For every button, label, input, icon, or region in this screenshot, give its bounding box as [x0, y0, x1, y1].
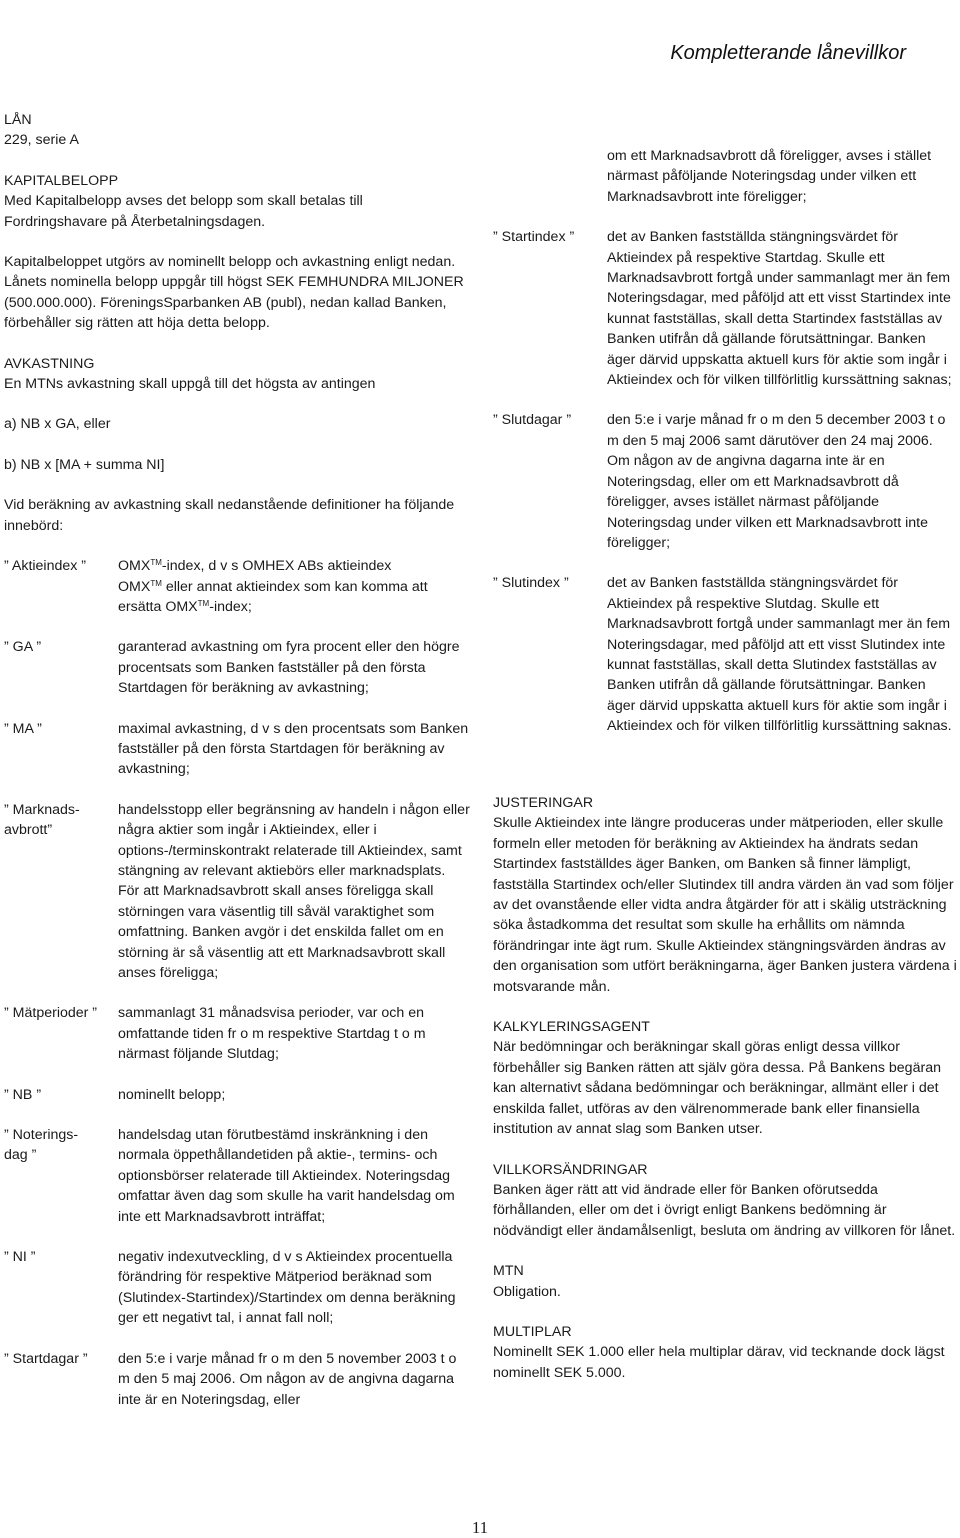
section-text: Obligation.	[493, 1283, 561, 1300]
definition-text: handelsstopp eller begränsning av handeln i någon eller några aktier som ingår i Aktieindex, eller i options-/terminskontrakt relaterade till Aktieindex, samt stängning av relevant aktiebörs eller marknadsplats. För att Marknadsavbrott skall anses föreligga skall störningen vara väsentlig till såväl varaktighet som omfattning. Banken avgör i det enskilda fallet om en störning är så väsentlig att ett Marknadsavbrott skall anses föreligga;	[118, 801, 470, 981]
omx-label: OMX	[118, 558, 151, 575]
definition-term-spacer	[493, 146, 607, 207]
definition-ga	[4, 637, 470, 698]
definition-term: ” Mätperioder ”	[4, 1005, 98, 1022]
kapitalbelopp-paragraph-1: Med Kapitalbelopp avses det belopp som skall betalas till Fordringshavare på Återbetalningsdagen.	[4, 193, 363, 230]
right-definitions	[493, 227, 957, 736]
page-title: Kompletterande lånevillkor	[670, 42, 906, 64]
definition-slutindex	[493, 573, 957, 736]
trademark-mark: TM	[150, 558, 162, 568]
section-heading: KALKYLERINGSAGENT	[493, 1019, 650, 1036]
definition-continuation	[493, 146, 957, 207]
lan-value: 229, serie A	[4, 132, 79, 149]
definition-term: ” Aktieindex ”	[4, 558, 87, 575]
definition-text-part: -index, d v s OMHEX ABs aktieindex	[161, 558, 392, 575]
continuation-text: om ett Marknadsavbrott då föreligger, avses i stället närmast påföljande Noteringsdag under vilken ett Marknadsavbrott inte föreligger;	[607, 148, 932, 205]
left-definitions	[4, 637, 470, 1410]
kapitalbelopp-paragraph-2: Kapitalbeloppet utgörs av nominellt belopp och avkastning enligt nedan. Lånets nominella belopp uppgår till högst SEK FEMHUNDRA MILJONER (500.000.000). FöreningsSparbanken AB (publ), nedan kallad Banken, förbehåller sig rätten att höja detta belopp.	[4, 254, 464, 332]
definition-term: ” Slutdagar ”	[493, 412, 572, 429]
right-column-bottom	[493, 793, 957, 1383]
section-text: Banken äger rätt att vid ändrade eller för Banken oförutsedda förhållanden, eller om det i övrigt enligt Bankens bedömning är nödvändigt eller ändamålsenligt, besluta om ändring av villkoren för lånet.	[493, 1181, 956, 1239]
right-column-top	[493, 146, 957, 737]
trademark-mark: TM	[197, 598, 210, 608]
kapitalbelopp-heading: KAPITALBELOPP	[4, 172, 119, 189]
lan-section	[4, 110, 470, 151]
definition-term: ” MA ”	[4, 720, 42, 737]
section-villkors-ndringar	[493, 1160, 957, 1242]
definition-slutdagar	[493, 410, 957, 553]
definition-text-part: eller annat aktieindex som kan komma att ersätta	[118, 578, 428, 615]
definition-text: garanterad avkastning om fyra procent eller den högre procentsats som Banken fastställer på den första Startdagen för beräkning av avkastning;	[118, 639, 460, 697]
section-kalkyleringsagent	[493, 1017, 957, 1139]
definition-term: ” NB ”	[4, 1086, 42, 1103]
trademark-mark: TM	[150, 578, 162, 588]
definition-aktieindex	[4, 556, 470, 617]
definition-text: den 5:e i varje månad fr o m den 5 december 2003 t o m den 5 maj 2006 samt därutöver den 24 maj 2006. Om någon av de angivna dagarna inte är en Noteringsdag, eller om ett Marknadsavbrott då föreligger, avses istället närmast påföljande Noteringsdag under vilken ett Marknadsavbrott inte föreligger;	[607, 412, 946, 551]
definition-matperioder	[4, 1003, 470, 1064]
definition-term: ” Startdagar ”	[4, 1350, 88, 1367]
avkastning-section	[4, 354, 470, 536]
definition-ma	[4, 719, 470, 780]
omx-label: OMX	[165, 598, 198, 615]
formula-a: a) NB x GA, eller	[4, 416, 111, 433]
definition-text-part: -index;	[209, 598, 252, 615]
left-column	[4, 110, 470, 1410]
avkastning-heading: AVKASTNING	[4, 355, 95, 372]
definition-term: ” Marknads- avbrott”	[4, 801, 80, 839]
section-text: När bedömningar och beräkningar skall göras enligt dessa villkor förbehåller sig Banken rätten att själv göra dessa. På Bankens begäran kan alternativt sådana bedömningar och beräkningar, allmänt eller i det enskilda fallet, utföras av den välrenommerade bank eller finansiella institution av annat slag som Banken utser.	[493, 1039, 941, 1138]
section-heading: MTN	[493, 1263, 524, 1280]
definition-ni	[4, 1247, 470, 1329]
omx-label: OMX	[118, 578, 151, 595]
definition-text: sammanlagt 31 månadsvisa perioder, var och en omfattande tiden fr o m respektive Startdag t o m närmast följande Slutdag;	[118, 1005, 426, 1063]
section-heading: JUSTERINGAR	[493, 795, 594, 811]
definition-text: nominellt belopp;	[118, 1086, 226, 1103]
definition-term: ” Slutindex ”	[493, 575, 569, 592]
definition-term: ” NI ”	[4, 1249, 36, 1266]
avkastning-paragraph-1: En MTNs avkastning skall uppgå till det högsta av antingen	[4, 376, 376, 393]
section-mtn	[493, 1261, 957, 1302]
definition-startdagar	[4, 1349, 470, 1410]
definition-term: ” GA ”	[4, 639, 42, 656]
definition-text	[118, 556, 470, 617]
definition-text: det av Banken fastställda stängningsvärdet för Aktieindex på respektive Slutdag. Skulle ett Marknadsavbrott fortgå under sammanlagt mer än fem Noteringsdagar, med påföljd att ett visst Slutindex inte kunnat fastställas, skall detta Slutindex fastställas av Banken utifrån då gällande förutsättningar. Banken äger därvid uppskatta aktuell kurs för aktie som ingår i Aktieindex och för vilken tillförlitlig kurssättning saknas.	[607, 575, 952, 735]
section-text: Nominellt SEK 1.000 eller hela multiplar därav, vid tecknande dock lägst nominellt SEK 5.000.	[493, 1344, 945, 1381]
avkastning-paragraph-2: Vid beräkning av avkastning skall nedanstående definitioner ha följande innebörd:	[4, 497, 455, 534]
section-heading: VILLKORSÄNDRINGAR	[493, 1161, 648, 1178]
definition-nb	[4, 1085, 470, 1105]
definition-term: ” Startindex ”	[493, 229, 575, 246]
definition-text: maximal avkastning, d v s den procentsats som Banken fastställer på den första Startdagen för beräkning av avkastning;	[118, 720, 469, 778]
section-multiplar	[493, 1322, 957, 1383]
definition-text: handelsdag utan förutbestämd inskränkning i den normala öppethållandetiden på aktie-, termins- och optionsbörser relaterade till Aktieindex. Noteringsdag omfattar även dag som skulle ha varit handelsdag om inte ett Marknadsavbrott inträffat;	[118, 1127, 455, 1225]
section-justeringar	[493, 793, 957, 997]
definition-term: ” Noterings- dag ”	[4, 1127, 79, 1164]
formula-b: b) NB x [MA + summa NI]	[4, 456, 165, 473]
definition-marknadsavbrott	[4, 800, 470, 984]
definition-text: den 5:e i varje månad fr o m den 5 november 2003 t o m den 5 maj 2006. Om någon av de angivna dagarna inte är en Noteringsdag, eller	[118, 1350, 457, 1408]
definitions-list	[4, 556, 470, 1410]
definition-startindex	[493, 227, 957, 390]
kapitalbelopp-section	[4, 171, 470, 334]
definition-noteringsdag	[4, 1125, 470, 1227]
section-text: Skulle Aktieindex inte längre produceras under mätperioden, eller skulle formeln eller metoden för beräkning av Aktieindex ha ändrats sedan Startindex fastställdes äger Banken, om Banken så finner lämpligt, fastställa Startindex och/eller Slutindex till andra värden än vad som följer av det ovanstående eller vidta andra åtgärder för att i skälig utsträckning söka åstadkomma det resultat som skulle ha erhållits om nämnda förändringar inte ägt rum. Skulle Aktieindex stängningsvärden ändras av den organisation som utfört beräkningarna, äger Banken justera värdena i motsvarande mån.	[493, 815, 957, 995]
definition-text: negativ indexutveckling, d v s Aktieindex procentuella förändring för respektive Mätperiod beräknad som (Slutindex-Startindex)/Startindex om denna beräkning ger ett negativt tal, i annat fall noll;	[118, 1249, 456, 1327]
section-heading: MULTIPLAR	[493, 1323, 572, 1340]
definition-text: det av Banken fastställda stängningsvärdet för Aktieindex på respektive Startdag. Skulle ett Marknadsavbrott fortgå under sammanlagt mer än fem Noteringsdagar, med påföljd att ett visst Startindex inte kunnat fastställas, skall detta Startindex fastställas av Banken utifrån då gällande förutsättningar. Banken äger därvid uppskatta aktuell kurs för aktie som ingår i Aktieindex och för vilken tillförlitlig kurssättning saknas;	[607, 229, 952, 389]
lan-heading: LÅN	[4, 112, 32, 128]
page-number: 11	[471, 1518, 489, 1537]
